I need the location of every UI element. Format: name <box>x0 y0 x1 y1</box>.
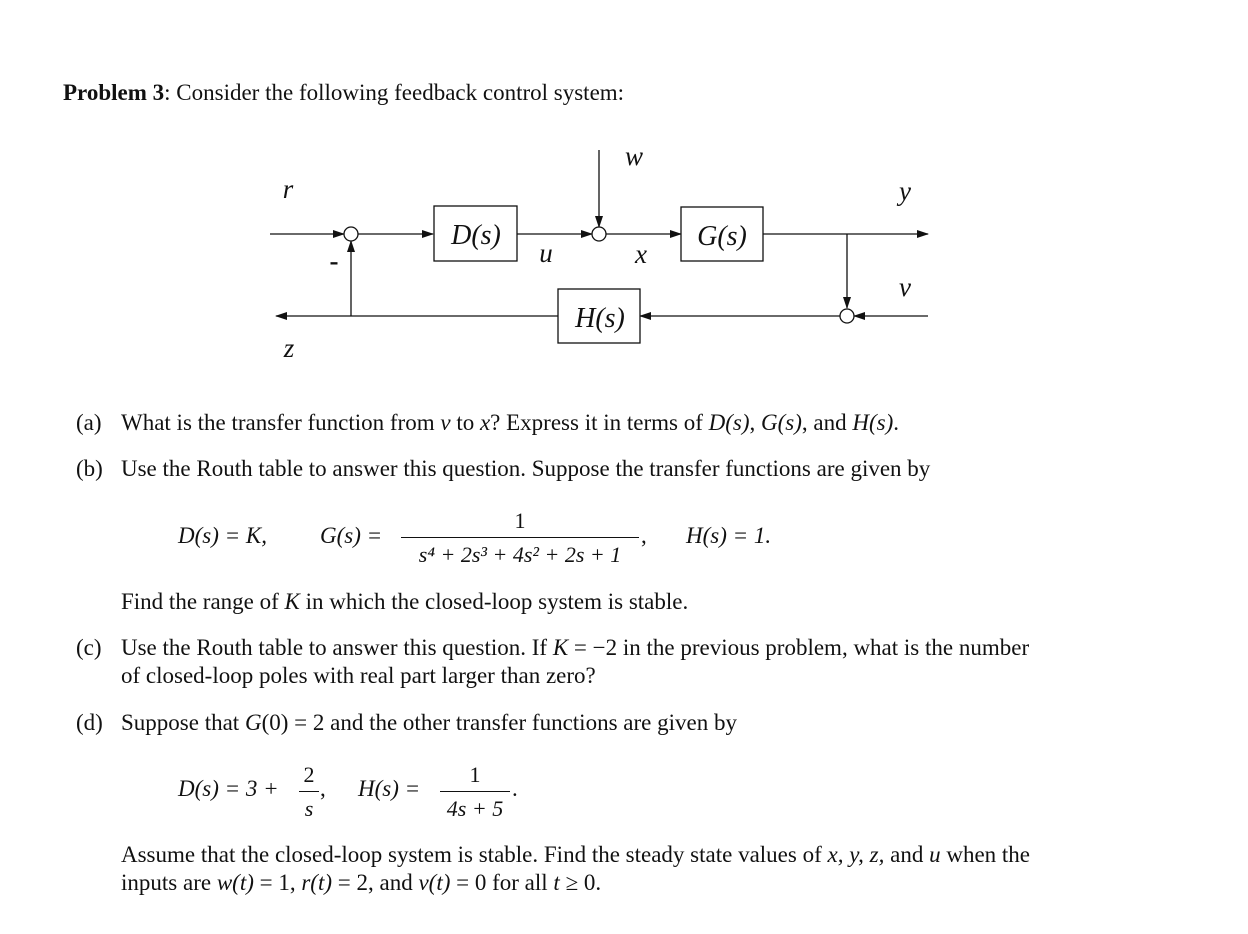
part-c-line2: of closed-loop poles with real part larger than zero? <box>121 663 596 688</box>
signal-label-x: x <box>635 239 647 269</box>
signal-label-y: y <box>899 176 911 206</box>
summing-junction-3 <box>840 309 854 323</box>
eq-d-d-denominator: s <box>304 796 314 821</box>
block-d-label: D(s) <box>451 220 501 251</box>
part-a-label: (a) <box>76 410 102 435</box>
part-c-line1: Use the Routh table to answer this question. If K = −2 in the previous problem, what is the number <box>121 635 1030 660</box>
eq-d-h-period: . <box>512 776 518 801</box>
eq-b-g-numerator: 1 <box>514 508 526 533</box>
part-c-label: (c) <box>76 635 102 660</box>
block-h-label: H(s) <box>575 303 625 334</box>
part-b-find: Find the range of K in which the closed-loop system is stable. <box>121 589 689 614</box>
eq-b-g-lhs: G(s) = <box>320 523 383 548</box>
eq-b-d: D(s) = K, <box>178 523 267 548</box>
eq-d-h-lhs: H(s) = <box>358 776 421 801</box>
signal-label-u: u <box>539 238 553 268</box>
eq-d-h-numerator: 1 <box>469 762 481 787</box>
part-b-text: Use the Routh table to answer this question. Suppose the transfer functions are given by <box>121 456 931 481</box>
eq-d-h-denominator: 4s + 5 <box>446 796 504 821</box>
eq-d-d-fraction <box>299 764 319 820</box>
signal-label-r: r <box>282 174 294 204</box>
eq-d-d-numerator: 2 <box>303 762 315 787</box>
part-b-label: (b) <box>76 456 103 481</box>
summing-junction-2 <box>592 227 606 241</box>
signal-label-z: z <box>283 333 295 363</box>
problem-label: Problem 3 <box>63 80 165 105</box>
part-a-text: What is the transfer function from v to x? Express it in terms of D(s), G(s), and H(s). <box>121 410 900 435</box>
part-d-label: (d) <box>76 710 103 735</box>
signal-label-w: w <box>624 141 644 171</box>
part-d-text: Suppose that G(0) = 2 and the other transfer functions are given by <box>121 710 737 735</box>
summing-junction-1 <box>344 227 358 241</box>
block-g-label: G(s) <box>697 221 747 252</box>
eq-b-g-fraction <box>401 510 639 566</box>
minus-sign: - <box>329 246 339 276</box>
eq-d-h-fraction <box>440 764 510 820</box>
eq-b-h: H(s) = 1. <box>686 523 772 548</box>
problem-intro: : Consider the following feedback control system: <box>164 80 625 105</box>
eq-d-d-lhs: D(s) = 3 + <box>178 776 279 801</box>
eq-d-d-comma: , <box>320 776 326 801</box>
eq-b-g-denominator: s⁴ + 2s³ + 4s² + 2s + 1 <box>418 542 622 567</box>
part-d-assume-line2: inputs are w(t) = 1, r(t) = 2, and v(t) = 0 for all t ≥ 0. <box>121 870 602 895</box>
signal-label-v: v <box>899 272 911 302</box>
part-d-assume-line1: Assume that the closed-loop system is stable. Find the steady state values of x, y, z, and u when the <box>121 842 1030 867</box>
eq-b-g-comma: , <box>641 523 647 548</box>
